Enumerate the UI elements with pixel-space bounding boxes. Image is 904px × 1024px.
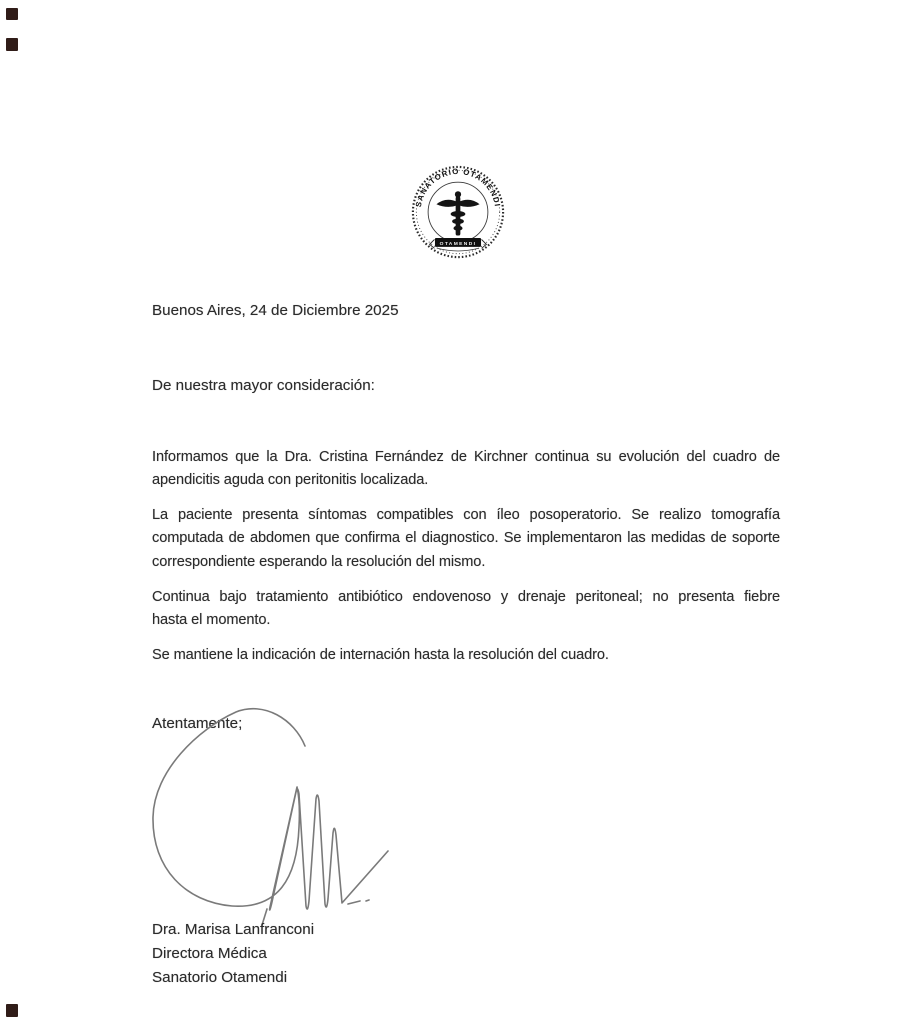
seal-graphic bbox=[409, 161, 507, 267]
caduceus-icon bbox=[436, 191, 479, 235]
paragraph-3 bbox=[152, 586, 780, 633]
paragraph-line: La paciente presenta síntomas compatibles con íleo posoperatorio. Se realizo tomografía bbox=[152, 507, 780, 523]
seal-banner-text: OTAMENDI bbox=[439, 241, 477, 247]
scan-artifact-mark bbox=[6, 8, 18, 20]
paragraph-line: apendicitis aguda con peritonitis localizada. bbox=[152, 472, 429, 489]
paragraph-1 bbox=[152, 446, 780, 493]
salutation: De nuestra mayor consideración: bbox=[152, 377, 375, 394]
scan-artifact-mark bbox=[6, 1004, 18, 1017]
paragraph-2 bbox=[152, 504, 780, 574]
seal-banner-underline bbox=[437, 248, 478, 251]
seal-arc-textpath: SANATORIO OTAMENDI bbox=[413, 166, 503, 208]
handwritten-signature bbox=[136, 699, 396, 931]
paragraph-line: correspondiente esperando la resolución del mismo. bbox=[152, 553, 486, 570]
date-line: Buenos Aires, 24 de Diciembre 2025 bbox=[152, 302, 399, 319]
paragraph-line: Continua bajo tratamiento antibiótico endovenoso y drenaje peritoneal; no presenta fiebre bbox=[152, 589, 780, 605]
signer-name: Dra. Marisa Lanfranconi bbox=[152, 921, 315, 938]
signer-block bbox=[152, 918, 314, 989]
scan-artifact-mark bbox=[6, 38, 18, 51]
paragraph-line: Se mantiene la indicación de internación hasta la resolución del cuadro. bbox=[152, 647, 609, 663]
closing-line: Atentamente; bbox=[152, 715, 243, 732]
paragraph-line: computada de abdomen que confirma el diagnostico. Se implementaron las medidas de soporte bbox=[152, 530, 780, 547]
paragraph-line: Informamos que la Dra. Cristina Fernández de Kirchner continua su evolución del cuadro de bbox=[152, 449, 780, 465]
signer-title: Directora Médica bbox=[152, 944, 267, 962]
signer-organization: Sanatorio Otamendi bbox=[152, 968, 288, 986]
sanatorio-otamendi-seal bbox=[409, 161, 507, 267]
paragraph-4 bbox=[152, 644, 780, 667]
signature-stroke bbox=[153, 709, 388, 925]
paragraph-line: hasta el momento. bbox=[152, 612, 271, 629]
